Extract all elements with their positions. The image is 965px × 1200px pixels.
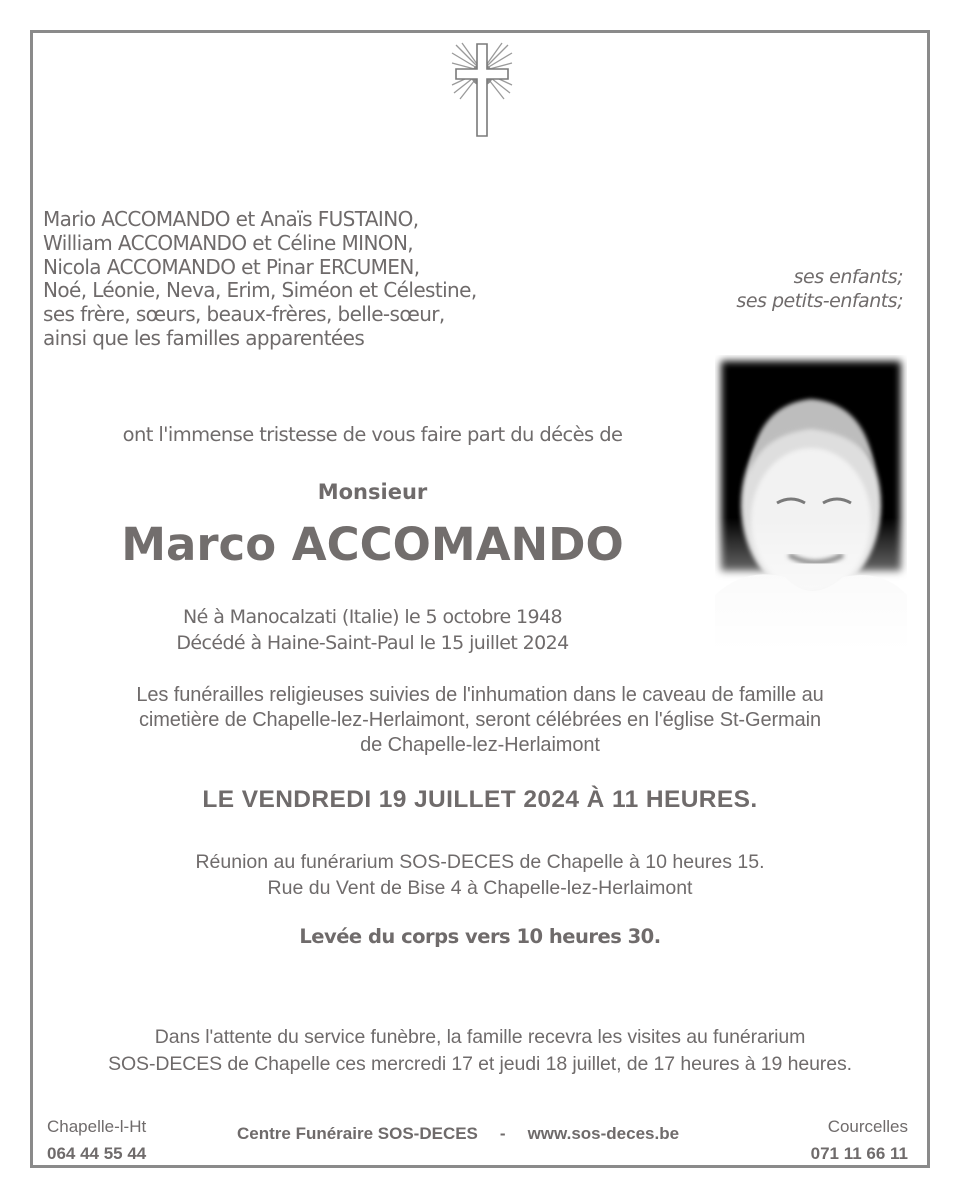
life-dates: [0, 604, 745, 656]
family-line: ainsi que les familles apparentées: [43, 325, 365, 350]
visits-line: SOS-DECES de Chapelle ces mercredi 17 et jeudi 18 juillet, de 17 heures à 19 heures.: [108, 1053, 852, 1075]
cross-with-rays-icon: [450, 41, 514, 139]
company-website[interactable]: www.sos-deces.be: [527, 1124, 680, 1143]
meeting-line: Réunion au funérarium SOS-DECES de Chapelle à 10 heures 15.: [195, 851, 765, 873]
death-line: Décédé à Haine-Saint-Paul le 15 juillet 2024: [176, 632, 569, 654]
relation-grandchildren: ses petits-enfants;: [736, 289, 903, 312]
announcement-intro: ont l'immense tristesse de vous faire part du décès de: [122, 423, 623, 446]
footer-separator: -: [499, 1124, 506, 1143]
visits-line: Dans l'attente du service funèbre, la famille recevra les visites au funérarium: [154, 1026, 806, 1048]
footer-right-city: Courcelles: [827, 1117, 908, 1136]
honorific: Monsieur: [317, 480, 428, 504]
funeral-line: de Chapelle-lez-Herlaimont: [360, 734, 600, 756]
family-line: William ACCOMANDO et Céline MINON,: [43, 230, 414, 255]
footer-courcelles: [811, 1113, 908, 1167]
footer-company: [237, 1124, 679, 1144]
family-line: Mario ACCOMANDO et Anaïs FUSTAINO,: [43, 207, 419, 231]
family-relations: [736, 266, 903, 314]
family-line: Nicola ACCOMANDO et Pinar ERCUMEN,: [43, 254, 420, 279]
company-name: Centre Funéraire SOS-DECES: [237, 1124, 478, 1143]
family-list: [43, 208, 477, 351]
meeting-info: [30, 850, 930, 901]
family-line: Noé, Léonie, Neva, Erim, Siméon et Célestine,: [43, 278, 477, 303]
family-line: ses frère, sœurs, beaux-frères, belle-sœur,: [43, 302, 445, 327]
levee-du-corps: Levée du corps vers 10 heures 30.: [299, 925, 661, 948]
relation-children: ses enfants;: [793, 266, 903, 288]
footer-left-phone: 064 44 55 44: [47, 1144, 147, 1163]
funeral-line: Les funérailles religieuses suivies de l'inhumation dans le caveau de famille au: [136, 684, 824, 706]
funeral-line: cimetière de Chapelle-lez-Herlaimont, seront célébrées en l'église St-Germain: [139, 709, 821, 731]
footer-left-city: Chapelle-l-Ht: [47, 1117, 147, 1136]
funeral-details: [30, 683, 930, 758]
footer-right-phone: 071 11 66 11: [810, 1144, 908, 1163]
meeting-address: Rue du Vent de Bise 4 à Chapelle-lez-Herlaimont: [267, 876, 693, 899]
funeral-date: LE VENDREDI 19 JUILLET 2024 À 11 HEURES.: [202, 786, 758, 813]
birth-line: Né à Manocalzati (Italie) le 5 octobre 1948: [183, 606, 562, 628]
footer-chapelle: [47, 1113, 146, 1167]
deceased-name: Marco ACCOMANDO: [121, 518, 624, 571]
visits-info: [30, 1024, 930, 1078]
